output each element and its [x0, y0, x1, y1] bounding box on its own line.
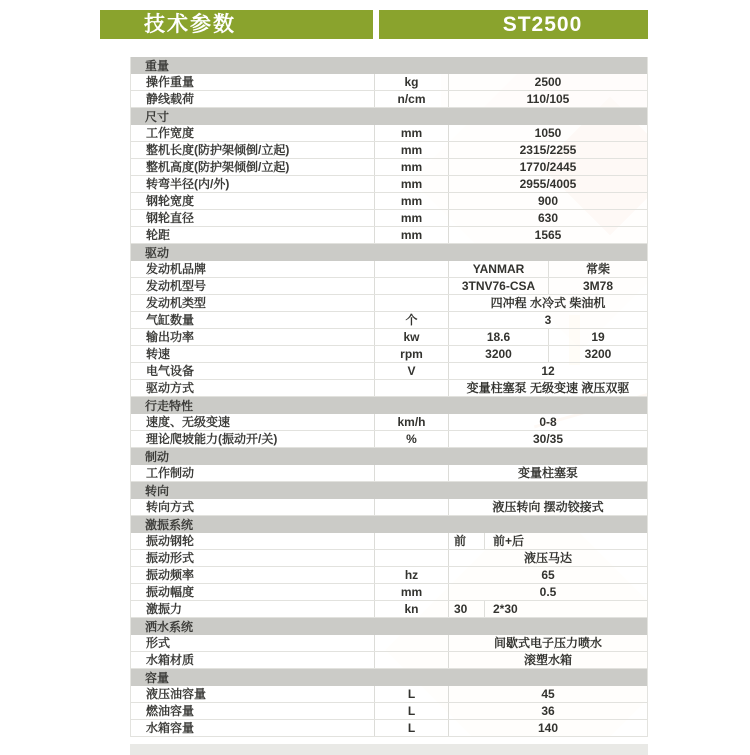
spec-label: 输出功率: [146, 329, 195, 344]
spec-row: [131, 329, 647, 346]
spec-value: 36: [541, 703, 555, 718]
spec-unit: mm: [374, 584, 449, 600]
spec-value: 3M78: [548, 278, 647, 294]
spec-label: 转速: [146, 346, 171, 361]
spec-value: 30: [454, 601, 468, 616]
spec-row: [131, 414, 647, 431]
spec-row: [131, 91, 647, 108]
spec-unit: n/cm: [374, 91, 449, 107]
spec-value: 0-8: [539, 414, 557, 429]
spec-value: 19: [548, 329, 647, 345]
spec-values: [449, 227, 647, 243]
spec-value: 110/105: [526, 91, 570, 106]
spec-label: 燃油容量: [146, 703, 195, 718]
spec-value: 45: [541, 686, 555, 701]
spec-unit: [374, 278, 449, 294]
spec-value: 2*30: [484, 601, 647, 617]
spec-unit: [374, 550, 449, 566]
spec-values: [449, 312, 647, 328]
spec-row: [131, 601, 647, 618]
spec-value: 3TNV76-CSA: [461, 278, 536, 293]
spec-values: [449, 193, 647, 209]
spec-label: 操作重量: [146, 74, 195, 89]
spec-label: 钢轮直径: [146, 210, 195, 225]
spec-label: 整机长度(防护架倾倒/立起): [146, 142, 290, 157]
spec-label: 气缸数量: [146, 312, 195, 327]
title-bar-left: [100, 10, 373, 39]
spec-row: [131, 431, 647, 448]
spec-value: 液压马达: [523, 550, 572, 565]
section-header: 驱动: [130, 244, 648, 261]
spec-label: 转弯半径(内/外): [146, 176, 230, 191]
spec-row: [131, 278, 647, 295]
spec-value: 四冲程 水冷式 柴油机: [490, 295, 606, 310]
spec-values: [449, 550, 647, 566]
spec-value: 2315/2255: [519, 142, 577, 157]
spec-values: [449, 584, 647, 600]
spec-value: 2955/4005: [519, 176, 577, 191]
spec-values: [449, 686, 647, 702]
spec-unit: kg: [374, 74, 449, 90]
spec-value: 2500: [534, 74, 562, 89]
spec-value: 1565: [534, 227, 562, 242]
spec-label: 水箱材质: [146, 652, 195, 667]
spec-unit: mm: [374, 142, 449, 158]
spec-value: 3200: [485, 346, 512, 361]
spec-value: YANMAR: [472, 261, 525, 276]
spec-value: 前: [454, 533, 467, 548]
spec-row: [131, 159, 647, 176]
spec-unit: L: [374, 686, 449, 702]
spec-label: 发动机品牌: [146, 261, 207, 276]
spec-label: 振动钢轮: [146, 533, 195, 548]
spec-row: [131, 567, 647, 584]
spec-row: [131, 193, 647, 210]
spec-unit: [374, 635, 449, 651]
spec-row: [131, 312, 647, 329]
spec-row: [131, 142, 647, 159]
spec-table: [130, 57, 648, 737]
spec-label: 电气设备: [146, 363, 195, 378]
spec-values: [449, 465, 647, 481]
spec-values: [449, 346, 647, 362]
spec-value: 140: [537, 720, 559, 735]
spec-values: [449, 329, 647, 345]
spec-label: 整机高度(防护架倾倒/立起): [146, 159, 290, 174]
spec-row: [131, 346, 647, 363]
spec-values: [449, 533, 647, 549]
spec-values: [449, 261, 647, 277]
section-header: 容量: [130, 669, 648, 686]
spec-label: 工作宽度: [146, 125, 195, 140]
spec-value: 1050: [534, 125, 562, 140]
spec-row: [131, 720, 647, 737]
spec-label: 发动机类型: [146, 295, 207, 310]
spec-row: [131, 227, 647, 244]
spec-value: 间歇式电子压力喷水: [493, 635, 602, 650]
spec-values: [449, 380, 647, 396]
section-header: 制动: [130, 448, 648, 465]
spec-row: [131, 295, 647, 312]
spec-value: 12: [541, 363, 555, 378]
spec-row: [131, 686, 647, 703]
spec-unit: mm: [374, 159, 449, 175]
section-header: 激振系统: [130, 516, 648, 533]
spec-unit: mm: [374, 176, 449, 192]
spec-unit: 个: [374, 312, 449, 328]
spec-label: 液压油容量: [146, 686, 207, 701]
bottom-partial-bar: [130, 744, 648, 755]
spec-label: 激振力: [146, 601, 183, 616]
spec-row: [131, 584, 647, 601]
spec-values: [449, 499, 647, 515]
spec-values: [449, 567, 647, 583]
spec-value: 滚塑水箱: [523, 652, 572, 667]
spec-values: [449, 635, 647, 651]
spec-values: [449, 125, 647, 141]
spec-unit: [374, 533, 449, 549]
spec-values: [449, 431, 647, 447]
spec-unit: [374, 295, 449, 311]
spec-row: [131, 363, 647, 380]
spec-unit: mm: [374, 193, 449, 209]
spec-value: 变量柱塞泵: [517, 465, 578, 480]
spec-value: 30/35: [532, 431, 564, 446]
spec-label: 钢轮宽度: [146, 193, 195, 208]
spec-unit: [374, 499, 449, 515]
spec-row: [131, 499, 647, 516]
spec-unit: km/h: [374, 414, 449, 430]
spec-row: [131, 380, 647, 397]
section-header: 尺寸: [130, 108, 648, 125]
spec-value: 0.5: [539, 584, 557, 599]
spec-row: [131, 465, 647, 482]
spec-unit: hz: [374, 567, 449, 583]
spec-unit: [374, 465, 449, 481]
spec-unit: kn: [374, 601, 449, 617]
spec-values: [449, 414, 647, 430]
spec-value: 900: [537, 193, 559, 208]
spec-unit: mm: [374, 210, 449, 226]
spec-row: [131, 74, 647, 91]
section-header: 行走特性: [130, 397, 648, 414]
spec-row: [131, 635, 647, 652]
spec-label: 形式: [146, 635, 171, 650]
spec-row: [131, 703, 647, 720]
spec-values: [449, 91, 647, 107]
spec-label: 轮距: [146, 227, 171, 242]
model-number: ST2500: [502, 13, 583, 36]
spec-unit: mm: [374, 227, 449, 243]
spec-values: [449, 363, 647, 379]
spec-label: 静线载荷: [146, 91, 195, 106]
spec-unit: rpm: [374, 346, 449, 362]
spec-unit: kw: [374, 329, 449, 345]
section-header: 洒水系统: [130, 618, 648, 635]
spec-unit: [374, 652, 449, 668]
spec-value: 液压转向 摆动铰接式: [492, 499, 604, 514]
title-bar-model: [379, 10, 648, 39]
spec-value: 前+后: [484, 533, 647, 549]
spec-row: [131, 210, 647, 227]
spec-unit: mm: [374, 125, 449, 141]
spec-values: [449, 720, 647, 736]
spec-unit: %: [374, 431, 449, 447]
spec-unit: L: [374, 703, 449, 719]
spec-label: 振动幅度: [146, 584, 195, 599]
spec-label: 振动形式: [146, 550, 195, 565]
spec-value: 3200: [548, 346, 647, 362]
spec-value: 630: [537, 210, 559, 225]
spec-label: 振动频率: [146, 567, 195, 582]
spec-row: [131, 261, 647, 278]
spec-value: 18.6: [486, 329, 511, 344]
spec-values: [449, 278, 647, 294]
spec-row: [131, 652, 647, 669]
spec-label: 速度、无级变速: [146, 414, 231, 429]
spec-value: 65: [541, 567, 555, 582]
spec-values: [449, 703, 647, 719]
page-title: 技术参数: [144, 13, 236, 36]
spec-label: 工作制动: [146, 465, 195, 480]
spec-unit: L: [374, 720, 449, 736]
spec-values: [449, 601, 647, 617]
spec-value: 1770/2445: [519, 159, 577, 174]
spec-values: [449, 210, 647, 226]
spec-label: 理论爬坡能力(振动开/关): [146, 431, 278, 446]
spec-values: [449, 652, 647, 668]
section-header: 重量: [130, 57, 648, 74]
spec-row: [131, 533, 647, 550]
spec-unit: [374, 261, 449, 277]
spec-label: 发动机型号: [146, 278, 207, 293]
spec-value: 变量柱塞泵 无级变速 液压双驱: [466, 380, 630, 395]
spec-values: [449, 176, 647, 192]
spec-label: 驱动方式: [146, 380, 195, 395]
spec-row: [131, 176, 647, 193]
spec-values: [449, 74, 647, 90]
spec-label: 转向方式: [146, 499, 195, 514]
spec-values: [449, 159, 647, 175]
spec-value: 3: [544, 312, 552, 327]
spec-row: [131, 125, 647, 142]
spec-label: 水箱容量: [146, 720, 195, 735]
section-header: 转向: [130, 482, 648, 499]
spec-values: [449, 142, 647, 158]
spec-row: [131, 550, 647, 567]
spec-value: 常柴: [548, 261, 647, 277]
spec-values: [449, 295, 647, 311]
spec-unit: [374, 380, 449, 396]
spec-unit: V: [374, 363, 449, 379]
